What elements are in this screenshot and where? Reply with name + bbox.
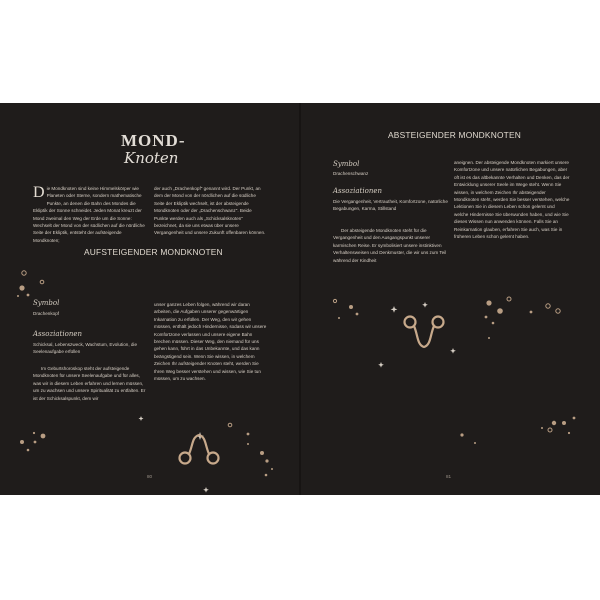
dot — [338, 317, 340, 319]
sparkle-icon — [391, 306, 398, 313]
ring — [228, 423, 232, 427]
sparkle-icon — [378, 362, 384, 368]
dot — [265, 459, 268, 462]
dot — [474, 442, 476, 444]
page-number-right: 81 — [446, 474, 452, 479]
intro-text: ie Mondknoten sind keine Himmelskörper wie Planeten oder Sterne, sondern mathematische Punkte, an denen die Bahn des Mondes die Ekliptik der Sonne schneidet. Jeden Monat kreuzt der Mond zweimal den Weg der Erde um die Sonne: Wechselt der Mond von der südlichen auf die nördliche Seite der Ekliptik, entsteht der aufsteigende Mondknoten; — [33, 186, 145, 243]
intro-paragraph — [33, 185, 147, 244]
dot — [486, 300, 491, 305]
dot — [34, 441, 37, 444]
dot — [27, 449, 30, 452]
body-text-col1: Im Geburtshoroskop steht der aufsteigende Mondknoten für unsere Seelenaufgabe und für alles, was wir in diesem Leben erfahren und lernen müssen, um zu wachsen und unsere Spiritualität zu entfalten. Er ist der Schicksalspunkt, dem wir — [33, 366, 146, 401]
associations-label-right: Assoziationen — [333, 187, 382, 195]
associations-value-right: Die Vergangenheit, Vertrautheit, Komfortzone, natürliche Begabungen, Karma, Stillstand — [333, 199, 448, 212]
dot — [530, 311, 533, 314]
dot — [460, 433, 463, 436]
ring — [507, 297, 511, 301]
dot — [568, 432, 570, 434]
dot — [492, 322, 495, 325]
chapter-title: MOND- — [121, 131, 186, 150]
dot — [562, 421, 566, 425]
section-heading-ascending: AUFSTEIGENDER MONDKNOTEN — [84, 247, 223, 257]
sparkle-icon — [203, 487, 209, 493]
dot — [488, 337, 490, 339]
symbol-label: Symbol — [33, 299, 60, 307]
dot — [349, 305, 353, 309]
dot — [247, 443, 249, 445]
dot — [356, 313, 359, 316]
dot — [33, 432, 35, 434]
ascending-node-icon — [180, 435, 219, 464]
sparkle-icon — [450, 348, 456, 354]
dot — [20, 440, 24, 444]
dot — [497, 308, 503, 314]
chapter-title-script: Knoten — [124, 149, 179, 167]
drop-cap: D — [33, 184, 45, 201]
dot — [41, 434, 46, 439]
intro-paragraph-col2: der auch „Drachenkopf" genannt wird. Der Punkt, an dem der Mond von der nördlichen auf die südliche Seite der Ekliptik wechselt, ist der absteigende Mondknoten oder der „Drachenschwanz". Beide Punkte werden auch als „Schicksalsknoten" bezeichnet, da sie uns etwas über unsere Vergangenheit und unsere Zukunft offenbaren können. — [154, 186, 266, 236]
ring — [40, 280, 44, 284]
dot — [485, 316, 488, 319]
dot — [247, 433, 250, 436]
descending-node-icon — [405, 317, 444, 348]
body-text-right-col2: aneignen. Der absteigende Mondknoten markiert unsere Komfortzone und unsere natürlichen Begabungen, aber oft ist es das altbekannte Verhalten und Denken, das der Entwicklung unserer Seele im Wege steht. Wenn Sie wissen, in welchem Zeichen Ihr absteigender Mondknoten steht, werden Sie besser verstehen, welche Lektionen Sie in diesem Leben schon gelernt und welche Hindernisse Sie überwunden haben, und wie Sie dieses Wissen nun anwenden können. Falls Sie an Reinkarnation glauben, erfahren Sie auch, was Sie in früheren Leben schon gelernt haben. — [454, 160, 570, 240]
dot — [260, 451, 264, 455]
body-text-right-col1: Der absteigende Mondknoten steht für die Vergangenheit und den Ausgangspunkt unserer karmischen Reise. Er symbolisiert unsere instinktiven Verhaltensweisen und Denkmuster, die wir uns zum Teil während der Kindheit — [333, 228, 447, 263]
ring — [548, 428, 552, 432]
sparkle-icon — [139, 416, 144, 421]
dot — [17, 295, 19, 297]
symbol-value: Drachenkopf — [33, 311, 60, 316]
dot — [552, 421, 556, 425]
dot — [27, 294, 30, 297]
dot — [19, 285, 24, 290]
symbol-label-right: Symbol — [333, 160, 360, 168]
ring — [22, 271, 26, 275]
associations-value: Schicksal, Lebenszweck, Wachstum, Evolution, die Seelenaufgabe erfüllen — [33, 342, 138, 355]
page-number-left: 80 — [147, 474, 153, 479]
dot — [265, 474, 268, 477]
dot — [573, 417, 576, 420]
body-text-col2: unser ganzes Leben folgen, während wir daran arbeiten, die Aufgaben unserer gegenwärtigen Inkarnation zu erfüllen. Der Weg, den wir gehen müssen, enthält jedoch Hindernisse, sodass wir unsere Komfortzone verlassen und unsere eigene Bahn brechen müssen. Dieser Weg, den niemand für uns gehen kann, führt in das Unbekannte, und das kann beängstigend sein. Wenn Sie wissen, in welchem Zeichen Ihr aufsteigender Knoten steht, werden Sie Ihren Weg besser verstehen und wissen, wie Sie tun müssen, um zu wachsen. — [154, 302, 267, 382]
ring — [556, 309, 560, 313]
symbol-value-right: Drachenschwanz — [333, 171, 369, 176]
sparkle-icon — [422, 302, 428, 308]
book-spread — [0, 103, 600, 495]
associations-label: Assoziationen — [33, 330, 82, 338]
ring — [333, 299, 336, 302]
ring — [546, 304, 550, 308]
section-heading-descending: ABSTEIGENDER MONDKNOTEN — [388, 130, 522, 140]
dot — [271, 468, 273, 470]
dot — [541, 427, 543, 429]
